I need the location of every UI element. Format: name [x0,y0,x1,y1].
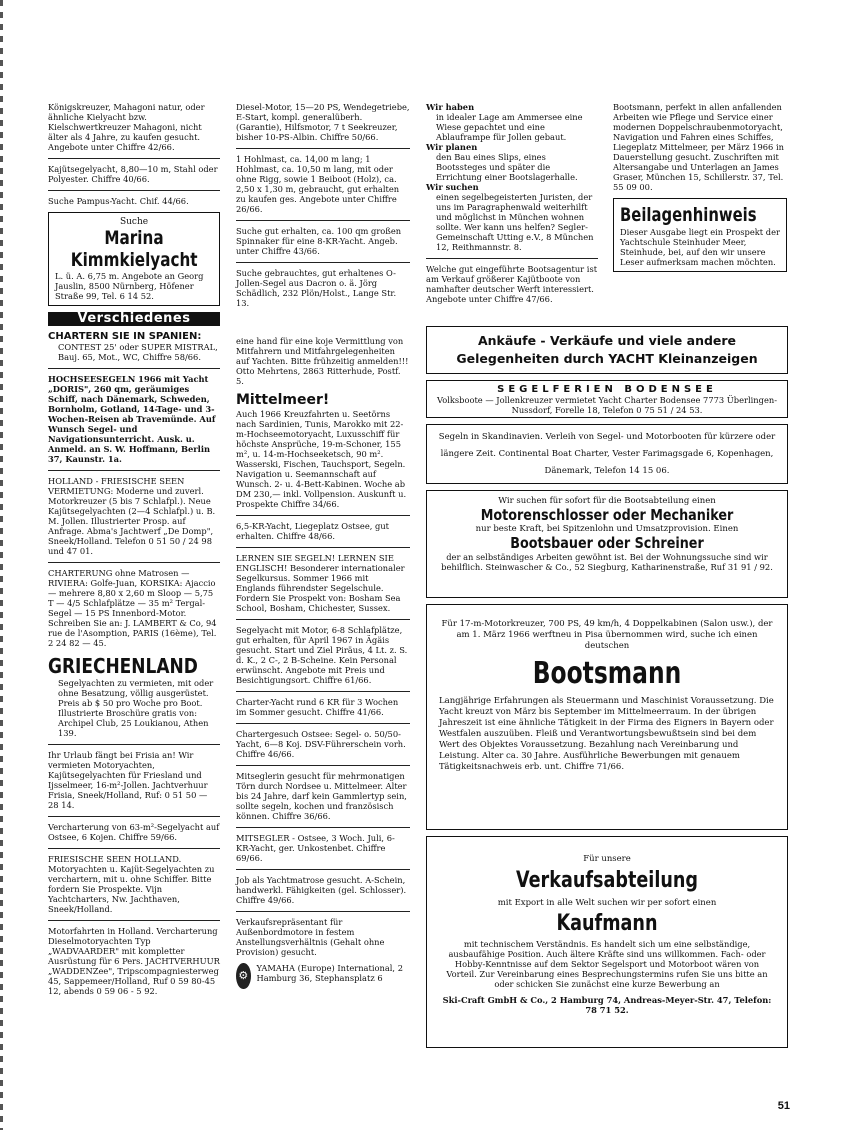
classified-ad: CONTEST 25' oder SUPER MISTRAL, Bauj. 65, Mot., WC, Chiffre 58/66. [58,342,218,362]
divider [236,765,410,766]
classified-ad: Chartergesuch Ostsee: Segel- o. 50/50-Yacht, 6—8 Koj. DSV-Führerschein vorh. Chiffre 46/66. [236,729,406,759]
classified-ad: MITSEGLER - Ostsee, 3 Woch. Juli, 6-KR-Yacht, ger. Unkostenbet. Chiffre 69/66. [236,833,395,863]
classified-ad: Suche gut erhalten, ca. 100 qm großen Spinnaker für eine 8-KR-Yacht. Angeb. unter Chiffre 43/66. [236,226,402,256]
divider [48,562,220,563]
box-label: Suche [119,217,149,227]
box-headline: Beilagenhinweis [620,204,757,226]
classified-ad: Mitseglerin gesucht für mehrmonatigen Törn durch Nordsee u. Mittelmeer. Alter bis 24 Jahre, darf kein Gammlertyp sein, sollte segeln, kochen und französisch können. Chiffre 36/66. [236,771,407,821]
box-text: nur beste Kraft, bei Spitzenlohn und Umsatzprovision. Einen [475,524,739,534]
box-headline: Motorenschlosser oder Mechaniker [480,506,734,524]
ad-headline: Mittelmeer! [236,392,330,408]
beilagen-box [613,198,787,272]
classified-ad: Vercharterung von 63-m²-Segelyacht auf Ostsee, 6 Kojen. Chiffre 59/66. [48,822,220,842]
box-text: Dieser Ausgabe liegt ein Prospekt der Yachtschule Steinhuder Meer, Steinhude, bei, auf den wir unsere Leser aufmerksam machen möchten. [620,227,780,267]
divider [236,827,410,828]
classified-ad: Auch 1966 Kreuzfahrten u. Seetörns nach Sardinien, Tunis, Marokko mit 22-m-Hochseemotoryacht, Luxusschiff für höchste Ansprüche, 19-m-Schoner, 155 m², u. 14-m-Hochseeketsch, 90 m². Wasserski, Fischen, Tauchsport, Segeln. Navigation u. Seemannschaft auf Wunsch. 2- u. 4-Bett-Kabinen. Woche ab DM 230,— inkl. Vollpension. Auskunft u. Prospekte Chiffre 34/66. [236,409,407,509]
classified-ad: Charter-Yacht rund 6 KR für 3 Wochen im Sommer gesucht. Chiffre 41/66. [236,697,399,717]
divider [48,920,220,921]
divider [48,158,220,159]
classified-ad: Bootsmann, perfekt in allen anfallenden Arbeiten wie Pflege und Service einer modernen Doppelschraubenmotoryacht, Navigation und Fahren eines Schiffes, Liegeplatz Mittelmeer, per März 1966 in Dauerstellung gesucht. Zuschriften mit Altersangabe und Unterlagen an James Graser, München 15, Schillerstr. 37, Tel. 55 09 00. [613,102,784,192]
divider [48,190,220,191]
box-headline: Marina [104,227,164,249]
classified-ad: Suche gebrauchtes, gut erhaltenes O-Jollen-Segel aus Dacron o. ä. Jörg Schädlich, 232 Plön/Holst., Lange Str. 13. [236,268,397,308]
box-text: Für unsere [583,854,631,864]
box-text: Für 17-m-Motorkreuzer, 700 PS, 49 km/h, 4 Doppelkabinen (Salon usw.), der am 1. März 1966 werftneu in Pisa übernommen wird, suche ich einen deutschen [441,619,773,651]
ad-label: Wir suchen [426,182,479,192]
ad-text: einen segelbegeisterten Juristen, der uns im Paragraphenwald weiterhilft und möglichst in München wohnen sollte. Wer kann uns helfen? Segler-Gemeinschaft Utting e.V., 8 München 12, Reithmannstr. 8. [436,192,594,252]
section-header: Verschiedenes [48,312,220,326]
box-headline: Bootsmann [532,656,682,691]
divider [236,262,410,263]
box-text: Wir suchen für sofort für die Bootsabteilung einen [498,496,716,506]
divider [48,848,220,849]
classified-ad: Segelyacht mit Motor, 6-8 Schlafplätze, gut erhalten, für April 1967 in Ägäis gesucht. Start und Ziel Piräus, 4 Lt. z. S. d. K., 2 C-, 2 B-Scheine. Kein Personal erwünscht. Angebote mit Preis und Besichtigungsort. Chiffre 61/66. [236,625,408,685]
box-headline: Kimmkielyacht [70,249,198,271]
divider [236,619,410,620]
divider [236,691,410,692]
box-text: L. ü. A. 6,75 m. Angebote an Georg Jauslin, 8500 Nürnberg, Höfener Straße 99, Tel. 6 14 52. [55,271,204,301]
classified-ad: eine hand für eine koje Vermittlung von Mitfahrern und Mitfahrgelegenheiten auf Yachten. Bitte frühzeitig anmelden!!! Otto Mehrtens, 2863 Ritterhude, Postf. 5. [236,336,409,386]
column-2 [236,102,410,989]
box-text: Langjährige Erfahrungen als Steuermann und Maschinist Voraussetzung. Die Yacht kreuzt von März bis September im Mittelmeerraum. In der übrigen Jahreszeit ist eine ähnliche Tätigkeit in der Firma des Eigners in Bayern oder Westfalen auszuüben. Fleiß und Verantwortungsbewußtsein sind bei dem Wert des Objektes Voraussetzung. Bezahlung nach Vereinbarung und Leistung. Alter ca. 30 Jahre. Ausführliche Bewerbungen mit genauem Tätigkeitsnachweis erb. unt. Chiffre 71/66. [439,696,774,772]
classified-ad [426,102,598,252]
divider [236,723,410,724]
ankaeufe-box [426,326,788,374]
classified-ad: HOCHSEESEGELN 1966 mit Yacht „DORIS", 260 qm, geräumiges Schiff, nach Dänemark, Schweden, Bornholm, Gotland, 14-Tage- und 3-Wochen-Reisen ab Travemünde. Auf Wunsch Segel- und Navigationsunterricht. Ausk. u. Anmeld. an S. W. Hoffmann, Berlin 37, Kaunstr. 1a. [48,374,216,464]
classified-ad: Kajütsegelyacht, 8,80—10 m, Stahl oder Polyester. Chiffre 40/66. [48,164,218,184]
divider [236,515,410,516]
classified-ad: HOLLAND - FRIESISCHE SEEN VERMIETUNG: Moderne und zuverl. Motorkreuzer (5 bis 7 Schlafpl.). Neue Kajütsegelyachten (2—4 Schlafpl.) u. B. M. Jollen. Illustrierter Prosp. auf Anfrage. Abma's Jachtwerf „De Domp", Sneek/Holland. Telefon 0 51 50 / 24 98 und 47 01. [48,476,216,556]
ad-label: Wir haben [426,102,475,112]
box-text: Segeln in Skandinavien. Verleih von Segel- und Motorbooten für kürzere oder längere Zeit. Continental Boat Charter, Vester Farimagsgade 6, Kopenhagen, Dänemark, Telefon 14 15 06. [438,432,776,476]
divider [236,220,410,221]
box-headline: Ankäufe - Verkäufe und viele andere Gelegenheiten durch YACHT Kleinanzeigen [456,333,758,366]
classified-ad: FRIESISCHE SEEN HOLLAND. Motoryachten u. Kajüt-Segelyachten zu verchartern, mit u. ohne Schiffer. Bitte fordern Sie Prospekte. Vijn Yachtcharters, Nw. Jachthaven, Sneek/Holland. [48,854,215,914]
classified-ad: 1 Hohlmast, ca. 14,00 m lang; 1 Hohlmast, ca. 10,50 m lang, mit oder ohne Rigg, sowie 1 Beiboot (Holz), ca. 2,50 x 1,30 m, gebraucht, gut erhalten zu kaufen ges. Angebote unter Chiffre 26/66. [236,154,400,214]
skicraft-box [426,836,788,1048]
divider [48,816,220,817]
box-headline: Verkaufsabteilung [515,868,699,893]
ad-headline: GRIECHENLAND [48,654,198,678]
ad-text: in idealer Lage am Ammersee eine Wiese gepachtet und eine Ablauframpe für Jollen gebaut. [436,112,583,142]
skandinavien-box [426,424,788,484]
column-4 [613,102,787,272]
segelferien-box [426,380,788,418]
box-text: mit Export in alle Welt suchen wir per sofort einen [497,898,717,908]
yamaha-address: YAMAHA (Europe) International, 2 Hamburg 36, Stephansplatz 6 [256,963,403,983]
classified-ad: Diesel-Motor, 15—20 PS, Wendegetriebe, E-Start, kompl. generalüberh. (Garantie), Hilfsmotor, 7 t Seekreuzer, bisher 10-PS-Albin. Chiffre 50/66. [236,102,410,142]
column-1 [48,102,220,1002]
classified-ad: 6,5-KR-Yacht, Liegeplatz Ostsee, gut erhalten. Chiffre 48/66. [236,521,389,541]
steinwascher-box [426,490,788,598]
classified-ad: CHARTERUNG ohne Matrosen — RIVIERA: Golfe-Juan, KORSIKA: Ajaccio — mehrere 8,80 x 2,60 m Sloop — 5,75 T — 4/5 Schlafplätze — 35 m² Tergal-Segel — 15 PS Innenbord-Motor. Schreiben Sie an: J. LAMBERT & Co, 94 rue de l'Asomption, PARIS (16ème), Tel. 2 24 82 — 45. [48,568,217,648]
box-address: Ski-Craft GmbH & Co., 2 Hamburg 74, Andreas-Meyer-Str. 47, Telefon: 78 71 52. [442,995,772,1015]
box-headline: SEGELFERIEN BODENSEE [497,384,717,395]
box-text: Volksboote — Jollenkreuzer vermietet Yacht Charter Bodensee 7773 Überlingen-Nussdorf, Forelle 18, Telefon 0 75 51 / 24 53. [436,395,778,415]
classified-ad: Motorfahrten in Holland. Vercharterung Dieselmotoryachten Typ „WADVAARDER" mit kompletter Ausrüstung für 6 Pers. JACHTVERHUUR „WADDENZee", Tripscompagniesterweg 45, Sappemeer/Holland, Ruf 0 59 80-45 12, abends 0 59 06 - 5 92. [48,926,220,996]
divider [48,470,220,471]
classified-ad: Ihr Urlaub fängt bei Frisia an! Wir vermieten Motoryachten, Kajütsegelyachten für Friesland und Ijsselmeer, 16-m²-Jollen. Jachtverhuur Frisia, Sneek/Holland, Ruf: 0 51 50 — 28 14. [48,750,208,810]
divider [48,368,220,369]
classified-ad: Verkaufsrepräsentant für Außenbordmotore in festem Anstellungsverhältnis (Gehalt ohne Provision) gesucht. [236,917,385,957]
classified-ad: Welche gut eingeführte Bootsagentur ist am Verkauf größerer Kajütboote von namhafter deutscher Werft interessiert. Angebote unter Chiffre 47/66. [426,264,598,304]
box-headline: Bootsbauer oder Schreiner [510,534,704,552]
box-text: der an selbständiges Arbeiten gewöhnt ist. Bei der Wohnungssuche sind wir behilflich. Steinwascher & Co., 52 Siegburg, Katharinenstraße, Ruf 31 91 / 92. [441,552,773,572]
marina-ad-box [48,212,220,306]
divider [236,547,410,548]
ad-headline: CHARTERN SIE IN SPANIEN: [48,331,202,342]
ad-text: den Bau eines Slips, eines Bootssteges und später die Errichtung einer Bootslagerhalle. [436,152,578,182]
classified-ad: Suche Pampus-Yacht. Chif. 44/66. [48,196,189,206]
yamaha-block [236,963,410,989]
box-text: mit technischem Verständnis. Es handelt sich um eine selbständige, ausbaufähige Position. Auch ältere Kräfte sind uns willkommen. Fach- oder Hobby-Kenntnisse auf dem Sektor Segelsport und Motorboot wären von Vorteil. Zur Vereinbarung eines Besprechungstermins rufen Sie uns bitte an oder schicken Sie zunächst eine kurze Bewerbung an [446,939,768,989]
box-headline: Kaufmann [556,911,658,936]
divider [236,869,410,870]
classified-ad: Job als Yachtmatrose gesucht. A-Schein, handwerkl. Fähigkeiten (gel. Schlosser). Chiffre 49/66. [236,875,407,905]
divider [236,148,410,149]
classified-ad: Segelyachten zu vermieten, mit oder ohne Besatzung, völlig ausgerüstet. Preis ab $ 50 pro Woche pro Boot. Illustrierte Broschüre gratis von: Archipel Club, 25 Loukianou, Athen 139. [58,678,214,738]
page-number: 51 [777,1100,790,1112]
yamaha-logo-icon: ⚙ [236,963,251,989]
bootsmann-box [426,604,788,830]
column-3 [426,102,598,310]
page-edge-marks [0,0,3,1130]
divider [236,911,410,912]
ad-label: Wir planen [426,142,478,152]
classified-ad: LERNEN SIE SEGELN! LERNEN SIE ENGLISCH! Besonderer internationaler Segelkursus. Sommer 1966 mit Englands führendster Segelschule. Fordern Sie Prospekt von: Bosham Sea School, Bosham, Chichester, Sussex. [236,553,405,613]
classified-ad: Königskreuzer, Mahagoni natur, oder ähnliche Kielyacht bzw. Kielschwertkreuzer Mahagoni, nicht älter als 4 Jahre, zu kaufen gesucht. Angebote unter Chiffre 42/66. [48,102,205,152]
divider [48,744,220,745]
divider [426,258,598,259]
